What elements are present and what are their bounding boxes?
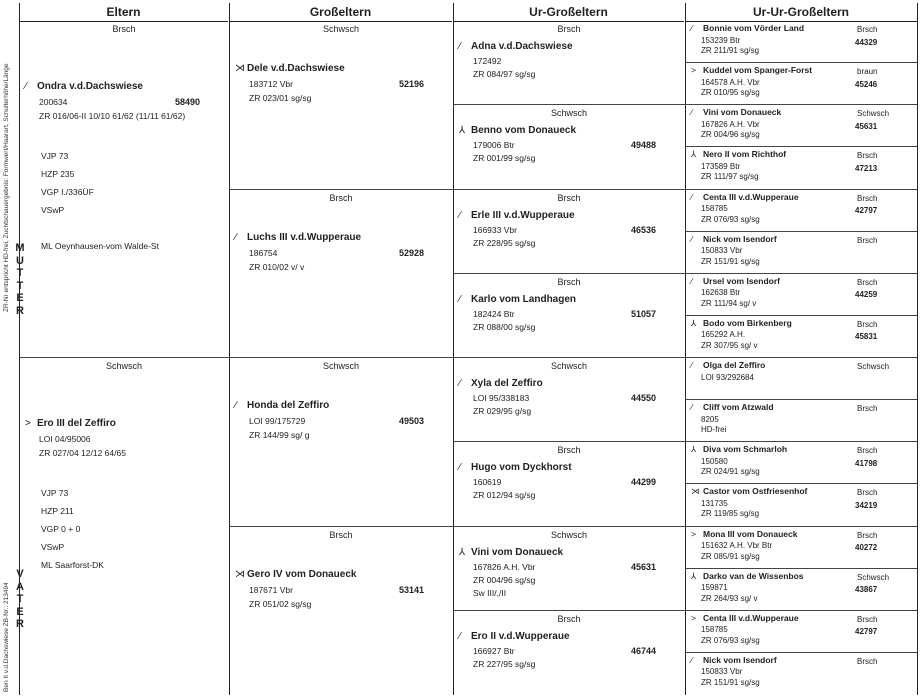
registration-number: 41798: [855, 458, 878, 468]
dog-detail-line: ZR 227/95 sg/sg: [473, 658, 536, 669]
dog-name-text: Ero II v.d.Wupperaue: [471, 630, 570, 642]
pedigree-mark-icon: ∕: [691, 654, 693, 665]
dog-detail-line: 172492: [473, 56, 502, 66]
dog-name-text: Erle III v.d.Wupperaue: [471, 209, 575, 221]
great-grandparent-box: [453, 105, 685, 189]
dog-detail-line: ZR 010/95 sg/sg: [701, 88, 760, 98]
coat-color: braun: [857, 67, 878, 77]
pedigree-mark-icon: ⅄: [691, 570, 697, 581]
registration-number: 45631: [631, 561, 657, 572]
dog-detail-line: ZR 016/06-II 10/10 61/62 (11/11 61/62): [39, 111, 186, 121]
dog-detail-line: 187671 Vbr: [249, 584, 293, 595]
dog-detail-line: 153239 Btr: [701, 35, 741, 45]
great-great-grandparent-box: [685, 442, 917, 484]
dog-detail-line: 150833 Vbr: [701, 667, 743, 677]
coat-color: Schwsch: [550, 108, 587, 119]
pedigree-mark-icon: ∕: [691, 191, 693, 202]
great-grandparent-box: [453, 21, 685, 105]
side-letter: T: [16, 593, 24, 605]
dog-name: [235, 232, 361, 243]
side-letter: M: [15, 242, 25, 254]
dog-detail-line: LOI 93/292684: [701, 372, 754, 382]
dog-name-text: Hugo vom Dyckhorst: [471, 462, 572, 474]
dog-name-text: Cliff vom Atzwald: [703, 402, 774, 413]
registration-number: 46744: [631, 645, 657, 656]
registration-number: 44259: [855, 290, 878, 300]
registration-number: 49503: [399, 416, 425, 426]
great-great-grandparent-box: [685, 274, 917, 316]
registration-number: 45631: [855, 121, 878, 131]
dog-detail-line: ZR 151/91 sg/sg: [701, 677, 760, 687]
coat-color: Brsch: [857, 25, 878, 34]
dog-detail-line: ZR 004/96 sg/sg: [701, 130, 760, 140]
dog-name: [691, 402, 774, 412]
dog-detail-line: 160619: [473, 477, 502, 488]
dog-name: [691, 360, 765, 370]
dog-name: [691, 65, 812, 75]
registration-number: 51057: [631, 308, 657, 319]
side-letter: R: [16, 618, 24, 630]
dog-detail-line: ZR 051/02 sg/sg: [249, 598, 312, 609]
dog-detail-line: 158785: [701, 625, 728, 635]
dog-name: [459, 631, 570, 642]
dog-name: [235, 63, 345, 74]
coat-color: Brsch: [857, 319, 878, 329]
registration-number: 46536: [631, 224, 657, 235]
registration-number: 58490: [175, 97, 201, 107]
dog-name: [691, 613, 799, 623]
coat-color: Brsch: [857, 488, 878, 498]
dog-detail-line: 150580: [701, 456, 728, 466]
dog-name: [691, 318, 792, 329]
dog-name-text: Vini vom Donaueck: [471, 546, 564, 558]
pedigree-mark-icon: ∕: [25, 81, 27, 92]
dog-detail-line: 165292 A.H.: [701, 330, 746, 340]
dog-detail-line: 179006 Btr: [473, 140, 515, 151]
dog-name: [691, 571, 804, 582]
dog-name-text: Castor vom Ostfriesenhof: [703, 486, 808, 497]
great-great-grandparent-box: [685, 400, 917, 442]
pedigree-mark-icon: ⅄: [691, 149, 697, 160]
dog-detail-line: 158785: [701, 204, 728, 213]
pedigree-mark-icon: ∕: [459, 630, 461, 642]
dog-name-text: Mona III vom Donaueck: [703, 528, 798, 539]
coat-color: Schwsch: [857, 572, 890, 582]
great-great-grandparent-box: [685, 653, 917, 695]
dog-name-text: Centa III v.d.Wupperaue: [703, 612, 799, 623]
dog-name: [691, 655, 777, 665]
column-divider: [917, 3, 918, 695]
dog-detail-line: ZR 307/95 sg/ v: [701, 340, 758, 350]
pedigree-mark-icon: ∕: [459, 293, 461, 305]
coat-color: Brsch: [557, 24, 581, 34]
performance-test: VSwP: [41, 542, 65, 552]
header-ur-ur-grosseltern: Ur-Ur-Großeltern: [685, 3, 917, 22]
dog-name: [691, 107, 781, 117]
registration-number: 44299: [631, 477, 657, 488]
great-grandparent-box: [453, 527, 685, 611]
grandparent-box: [229, 190, 453, 359]
dog-name: [691, 486, 807, 497]
dog-name: [235, 569, 356, 580]
dog-detail-line: ZR 088/00 sg/sg: [473, 321, 536, 332]
coat-color: Brsch: [857, 193, 878, 203]
parent-box: [19, 21, 229, 358]
pedigree-mark-icon: ∕: [459, 462, 461, 474]
coat-color: Brsch: [857, 530, 878, 540]
performance-test: ML Saarforst-DK: [41, 560, 104, 570]
registration-number: 40272: [855, 543, 878, 552]
coat-color: Schwsch: [105, 361, 142, 371]
dog-detail-line: ZR 085/91 sg/sg: [701, 551, 760, 561]
dog-detail-line: ZR 144/99 sg/ g: [249, 430, 310, 440]
dog-detail-line: 162638 Btr: [701, 288, 741, 298]
side-letter: A: [16, 580, 24, 593]
pedigree-mark-icon: ∕: [691, 233, 693, 244]
pedigree-mark-icon: ∕: [459, 209, 461, 221]
coat-color: Schwsch: [857, 362, 890, 371]
dog-name: [459, 41, 573, 52]
coat-color: Schwsch: [322, 361, 359, 371]
dog-name: [691, 444, 787, 455]
great-great-grandparent-box: [685, 611, 917, 653]
dog-detail-line: 186754: [249, 247, 278, 258]
dog-detail-line: 166933 Vbr: [473, 224, 517, 235]
great-grandparent-box: [453, 274, 685, 358]
dog-detail-line: 182424 Btr: [473, 308, 515, 319]
registration-number: 44329: [855, 37, 878, 47]
performance-test: VJP 73: [41, 151, 69, 161]
dog-name: [691, 234, 777, 244]
dog-detail-line: Sw III/,/II: [473, 587, 507, 598]
dog-name-text: Vini vom Donaueck: [703, 107, 782, 118]
dog-name-text: Nick vom Isendorf: [703, 654, 777, 665]
registration-number: 52196: [399, 79, 425, 89]
dog-name-text: Dele v.d.Dachswiese: [247, 63, 345, 74]
pedigree-mark-icon: ⅄: [691, 444, 697, 455]
pedigree-mark-icon: ∕: [459, 41, 461, 52]
dog-name: [691, 23, 804, 33]
dog-name-text: Kuddel vom Spanger-Forst: [703, 65, 813, 76]
dog-name-text: Luchs III v.d.Wupperaue: [247, 231, 362, 243]
dog-detail-line: ZR 111/94 sg/ v: [701, 298, 757, 308]
great-great-grandparent-box: [685, 358, 917, 400]
coat-color: Brsch: [857, 235, 878, 245]
dog-detail-line: ZR 076/93 sg/sg: [701, 214, 760, 224]
dog-detail-line: 200634: [39, 97, 68, 107]
dog-name: [691, 149, 786, 160]
coat-color: Brsch: [112, 24, 136, 34]
dog-detail-line: 167826 A.H. Vbr: [473, 561, 536, 572]
great-great-grandparent-box: [685, 316, 917, 358]
dog-name-text: Ursel vom Isendorf: [703, 275, 780, 286]
dog-detail-line: ZR 228/95 sg/sg: [473, 237, 536, 248]
pedigree-mark-icon: ∕: [691, 402, 693, 413]
performance-test: VJP 73: [41, 488, 69, 498]
dog-name: [691, 276, 780, 286]
pedigree-mark-icon: ∕: [459, 378, 461, 389]
coat-color: Brsch: [557, 276, 581, 287]
dog-detail-line: ZR 151/91 sg/sg: [701, 256, 760, 266]
pedigree-mark-icon: ⋊: [691, 486, 700, 497]
coat-color: Brsch: [857, 656, 878, 666]
dog-name: [25, 418, 116, 429]
dog-detail-line: ZR 010/02 v/ v: [249, 261, 305, 272]
pedigree-mark-icon: >: [691, 528, 696, 539]
registration-number: 42797: [855, 206, 878, 215]
performance-test: HZP 211: [41, 506, 74, 516]
coat-color: Brsch: [557, 613, 581, 624]
side-letter: E: [16, 605, 24, 618]
dog-detail-line: ZR 211/91 sg/sg: [701, 46, 760, 55]
dog-name-text: Adna v.d.Dachswiese: [471, 41, 573, 52]
dog-detail-line: ZR 004/96 sg/sg: [473, 574, 536, 585]
pedigree-mark-icon: >: [25, 418, 31, 429]
dog-detail-line: LOI 04/95006: [39, 434, 91, 444]
dog-name-text: Karlo vom Landhagen: [471, 293, 577, 305]
dog-name: [459, 210, 575, 221]
dog-name: [459, 378, 543, 389]
coat-color: Brsch: [329, 192, 353, 203]
dog-detail-line: ZR 027/04 12/12 64/65: [39, 448, 126, 458]
dog-name: [25, 81, 143, 92]
great-great-grandparent-box: [685, 527, 917, 569]
pedigree-mark-icon: ⅄: [691, 317, 697, 328]
pedigree-mark-icon: ⅄: [459, 125, 466, 137]
side-letter: R: [16, 304, 24, 317]
pedigree-mark-icon: ∕: [691, 107, 693, 118]
dog-detail-line: ZR 029/95 g/sg: [473, 406, 532, 416]
registration-number: 45246: [855, 79, 878, 89]
registration-number: 45831: [855, 332, 878, 342]
dog-detail-line: 8205: [701, 414, 719, 424]
dog-detail-line: ZR 084/97 sg/sg: [473, 69, 536, 79]
pedigree-mark-icon: ⋊: [235, 63, 245, 74]
dog-name-text: Bonnie vom Vörder Land: [703, 23, 805, 33]
side-letter: U: [16, 254, 24, 267]
pedigree-mark-icon: ∕: [691, 23, 693, 33]
dog-name-text: Gero IV vom Donaueck: [247, 568, 357, 580]
dog-name-text: Ero III del Zeffiro: [37, 418, 116, 429]
performance-test: HZP 235: [41, 169, 75, 179]
dog-detail-line: ZR 024/91 sg/sg: [701, 467, 760, 477]
dog-name-text: Nero II vom Richthof: [703, 149, 787, 160]
pedigree-mark-icon: ∕: [691, 275, 693, 286]
dog-detail-line: ZR 264/93 sg/ v: [701, 593, 758, 603]
coat-color: Brsch: [329, 529, 353, 540]
registration-number: 42797: [855, 627, 878, 637]
great-great-grandparent-box: [685, 21, 917, 63]
dog-name: [459, 294, 576, 305]
great-great-grandparent-box: [685, 569, 917, 611]
dog-detail-line: ZR 076/93 sg/sg: [701, 635, 760, 645]
great-great-grandparent-box: [685, 232, 917, 274]
dog-detail-line: 167826 A.H. Vbr: [701, 119, 760, 129]
coat-color: Brsch: [857, 446, 878, 456]
side-letter: V: [16, 568, 24, 580]
great-grandparent-box: [453, 611, 685, 695]
dog-name: [235, 400, 329, 411]
dog-detail-line: 183712 Vbr: [249, 79, 293, 89]
dog-detail-line: ZR 023/01 sg/sg: [249, 93, 312, 103]
pedigree-mark-icon: ⋊: [235, 568, 245, 580]
dog-name-text: Diva vom Schmarloh: [703, 444, 788, 455]
performance-test: VSwP: [41, 205, 65, 215]
great-great-grandparent-box: [685, 147, 917, 189]
registration-number: 44550: [631, 393, 657, 403]
dog-name-text: Honda del Zeffiro: [247, 400, 330, 411]
registration-number: 49488: [631, 140, 657, 151]
side-letter: T: [16, 267, 24, 279]
performance-test: ML Oeynhausen-vom Walde-St: [41, 241, 159, 251]
registration-number: 53141: [399, 584, 425, 595]
dog-name: [459, 125, 576, 136]
dog-name-text: Benno vom Donaueck: [471, 125, 577, 137]
grandparent-box: [229, 21, 453, 190]
registration-number: 47213: [855, 163, 878, 173]
great-grandparent-box: [453, 190, 685, 274]
coat-color: Brsch: [857, 614, 878, 624]
great-grandparent-box: [453, 442, 685, 526]
header-ur-grosseltern: Ur-Großeltern: [453, 3, 684, 22]
great-great-grandparent-box: [685, 484, 917, 526]
grandparent-box: [229, 527, 453, 696]
coat-color: Schwsch: [550, 529, 587, 540]
registration-number: 43867: [855, 585, 878, 595]
coat-color: Brsch: [557, 192, 581, 203]
dog-detail-line: 166927 Btr: [473, 645, 515, 656]
registration-number: 52928: [399, 247, 425, 258]
side-letter: E: [16, 292, 24, 304]
dog-detail-line: LOI 99/175729: [249, 416, 306, 426]
dog-detail-line: LOI 95/338183: [473, 393, 530, 403]
dog-detail-line: HD-frei: [701, 425, 727, 435]
dog-detail-line: ZR 119/85 sg/sg: [701, 509, 760, 519]
dog-detail-line: 150833 Vbr: [701, 246, 743, 256]
performance-test: VGP I./336ÜF: [41, 187, 94, 197]
coat-color: Brsch: [857, 404, 878, 414]
great-great-grandparent-box: [685, 105, 917, 147]
dog-detail-line: 151632 A.H. Vbr Btr: [701, 541, 773, 550]
dog-name: [459, 462, 572, 473]
dog-name-text: Nick vom Isendorf: [703, 233, 777, 244]
mutter-note: ZR-Nr entspricht HD-frei, Zuchtschauergebnis: Formwert/Haarart, Schulterhöhe/Länge: [3, 63, 10, 312]
pedigree-mark-icon: >: [691, 612, 696, 623]
header-eltern: Eltern: [19, 3, 228, 22]
grandparent-box: [229, 358, 453, 527]
coat-color: Schwsch: [550, 361, 587, 371]
side-letter: T: [16, 279, 24, 292]
header-grosseltern: Großeltern: [229, 3, 452, 22]
dog-detail-line: 131735: [701, 498, 728, 508]
pedigree-mark-icon: >: [691, 65, 696, 76]
dog-detail-line: ZR 001/99 sg/sg: [473, 153, 536, 164]
parent-box: [19, 358, 229, 695]
dog-detail-line: 159871: [701, 583, 728, 593]
dog-detail-line: 173589 Btr: [701, 161, 741, 171]
pedigree-mark-icon: ⅄: [459, 546, 466, 558]
pedigree-mark-icon: ∕: [235, 231, 237, 243]
dog-detail-line: ZR 111/97 sg/sg: [701, 172, 759, 182]
vater-note: Ben II v.d.Dachswiese ZB-Nr.: 213494: [3, 582, 10, 692]
dog-detail-line: 164578 A.H. Vbr: [701, 77, 760, 87]
dog-name-text: Bodo vom Birkenberg: [703, 317, 792, 328]
great-grandparent-box: [453, 358, 685, 442]
coat-color: Brsch: [857, 277, 878, 287]
dog-name-text: Darko van de Wissenbos: [703, 570, 804, 581]
dog-name-text: Xyla del Zeffiro: [471, 378, 543, 389]
dog-name: [691, 529, 797, 539]
coat-color: Brsch: [857, 151, 878, 161]
registration-number: 34219: [855, 500, 878, 510]
coat-color: Schwsch: [857, 109, 890, 119]
dog-name-text: Centa III v.d.Wupperaue: [703, 191, 799, 202]
great-great-grandparent-box: [685, 63, 917, 105]
performance-test: VGP 0 + 0: [41, 524, 81, 534]
dog-name: [691, 192, 799, 202]
coat-color: Schwsch: [322, 24, 359, 34]
dog-name-text: Ondra v.d.Dachswiese: [37, 81, 143, 92]
dog-detail-line: ZR 012/94 sg/sg: [473, 490, 536, 501]
dog-name: [459, 547, 563, 558]
great-great-grandparent-box: [685, 190, 917, 232]
pedigree-mark-icon: ∕: [691, 360, 693, 370]
coat-color: Brsch: [557, 445, 581, 456]
pedigree-mark-icon: ∕: [235, 400, 237, 411]
dog-name-text: Olga del Zeffiro: [703, 360, 766, 370]
